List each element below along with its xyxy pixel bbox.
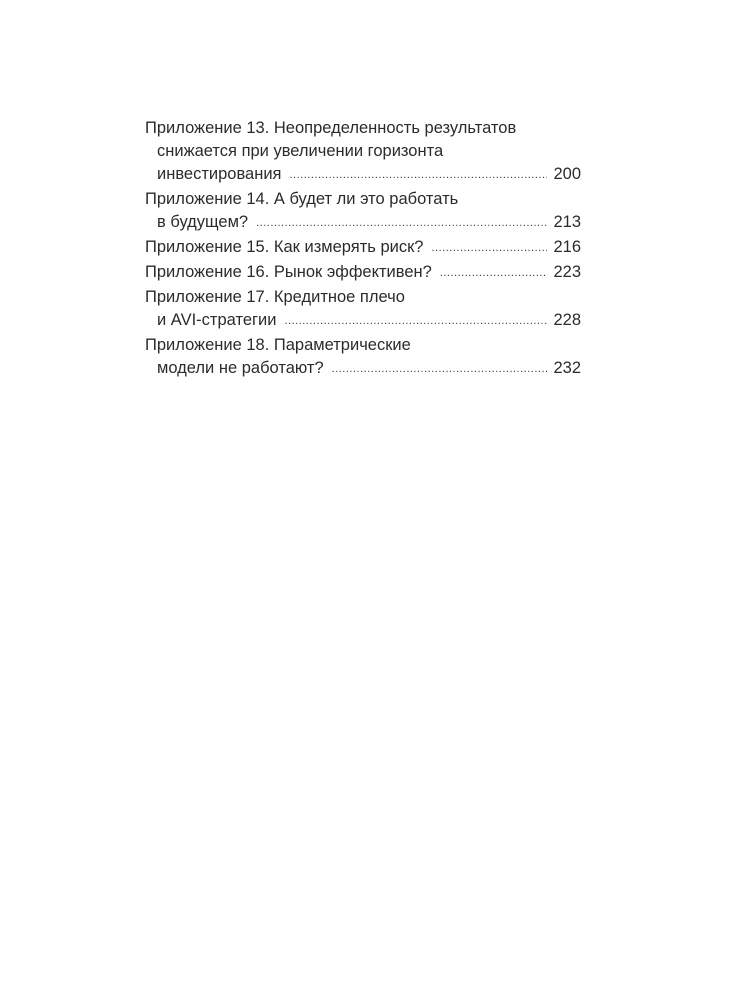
toc-entry-title: в будущем? — [157, 213, 249, 231]
toc-entry-line — [145, 236, 581, 261]
toc-entry-appendix-14 — [145, 188, 581, 236]
toc-entry-title: Приложение 14. А будет ли это работать — [145, 190, 459, 208]
toc-page-number: 228 — [553, 311, 581, 329]
toc-entry-appendix-16 — [145, 261, 581, 286]
toc-entry-title: Приложение 15. Как измерять риск? — [145, 238, 424, 256]
toc-page-number: 213 — [553, 213, 581, 231]
toc-entry-title: модели не работают? — [157, 359, 324, 377]
toc-entry-title: и AVI-стратегии — [157, 311, 277, 329]
toc-entry-title: Приложение 17. Кредитное плечо — [145, 288, 405, 306]
toc-entry-appendix-18 — [145, 334, 581, 382]
toc-entry-line — [145, 334, 581, 357]
toc-entry-line — [145, 309, 581, 334]
toc-entry-appendix-17 — [145, 286, 581, 334]
dot-leader — [289, 164, 547, 187]
toc-entry-title: инвестирования — [157, 165, 282, 183]
toc-entry-line — [145, 286, 581, 309]
dot-leader — [431, 237, 547, 260]
toc-entry-line — [145, 261, 581, 286]
toc-entry-line — [145, 211, 581, 236]
toc-entry-line — [145, 188, 581, 211]
dot-leader — [256, 212, 547, 235]
toc-page-number: 232 — [553, 359, 581, 377]
toc-entry-line — [145, 140, 581, 163]
toc-entry-title: Приложение 18. Параметрические — [145, 336, 411, 354]
toc-entry-title: Приложение 13. Неопределенность результатов — [145, 119, 517, 137]
dot-leader — [332, 358, 548, 381]
toc-page-number: 216 — [553, 238, 581, 256]
toc-page-number: 223 — [553, 263, 581, 281]
toc-entry-appendix-15 — [145, 236, 581, 261]
toc-entry-appendix-13 — [145, 117, 581, 188]
table-of-contents — [145, 117, 581, 382]
toc-entry-line — [145, 117, 581, 140]
dot-leader — [440, 262, 548, 285]
toc-entry-line — [145, 357, 581, 382]
dot-leader — [284, 310, 547, 333]
toc-entry-line — [145, 163, 581, 188]
toc-entry-title: снижается при увеличении горизонта — [157, 142, 444, 160]
toc-page-number: 200 — [553, 165, 581, 183]
toc-entry-title: Приложение 16. Рынок эффективен? — [145, 263, 432, 281]
